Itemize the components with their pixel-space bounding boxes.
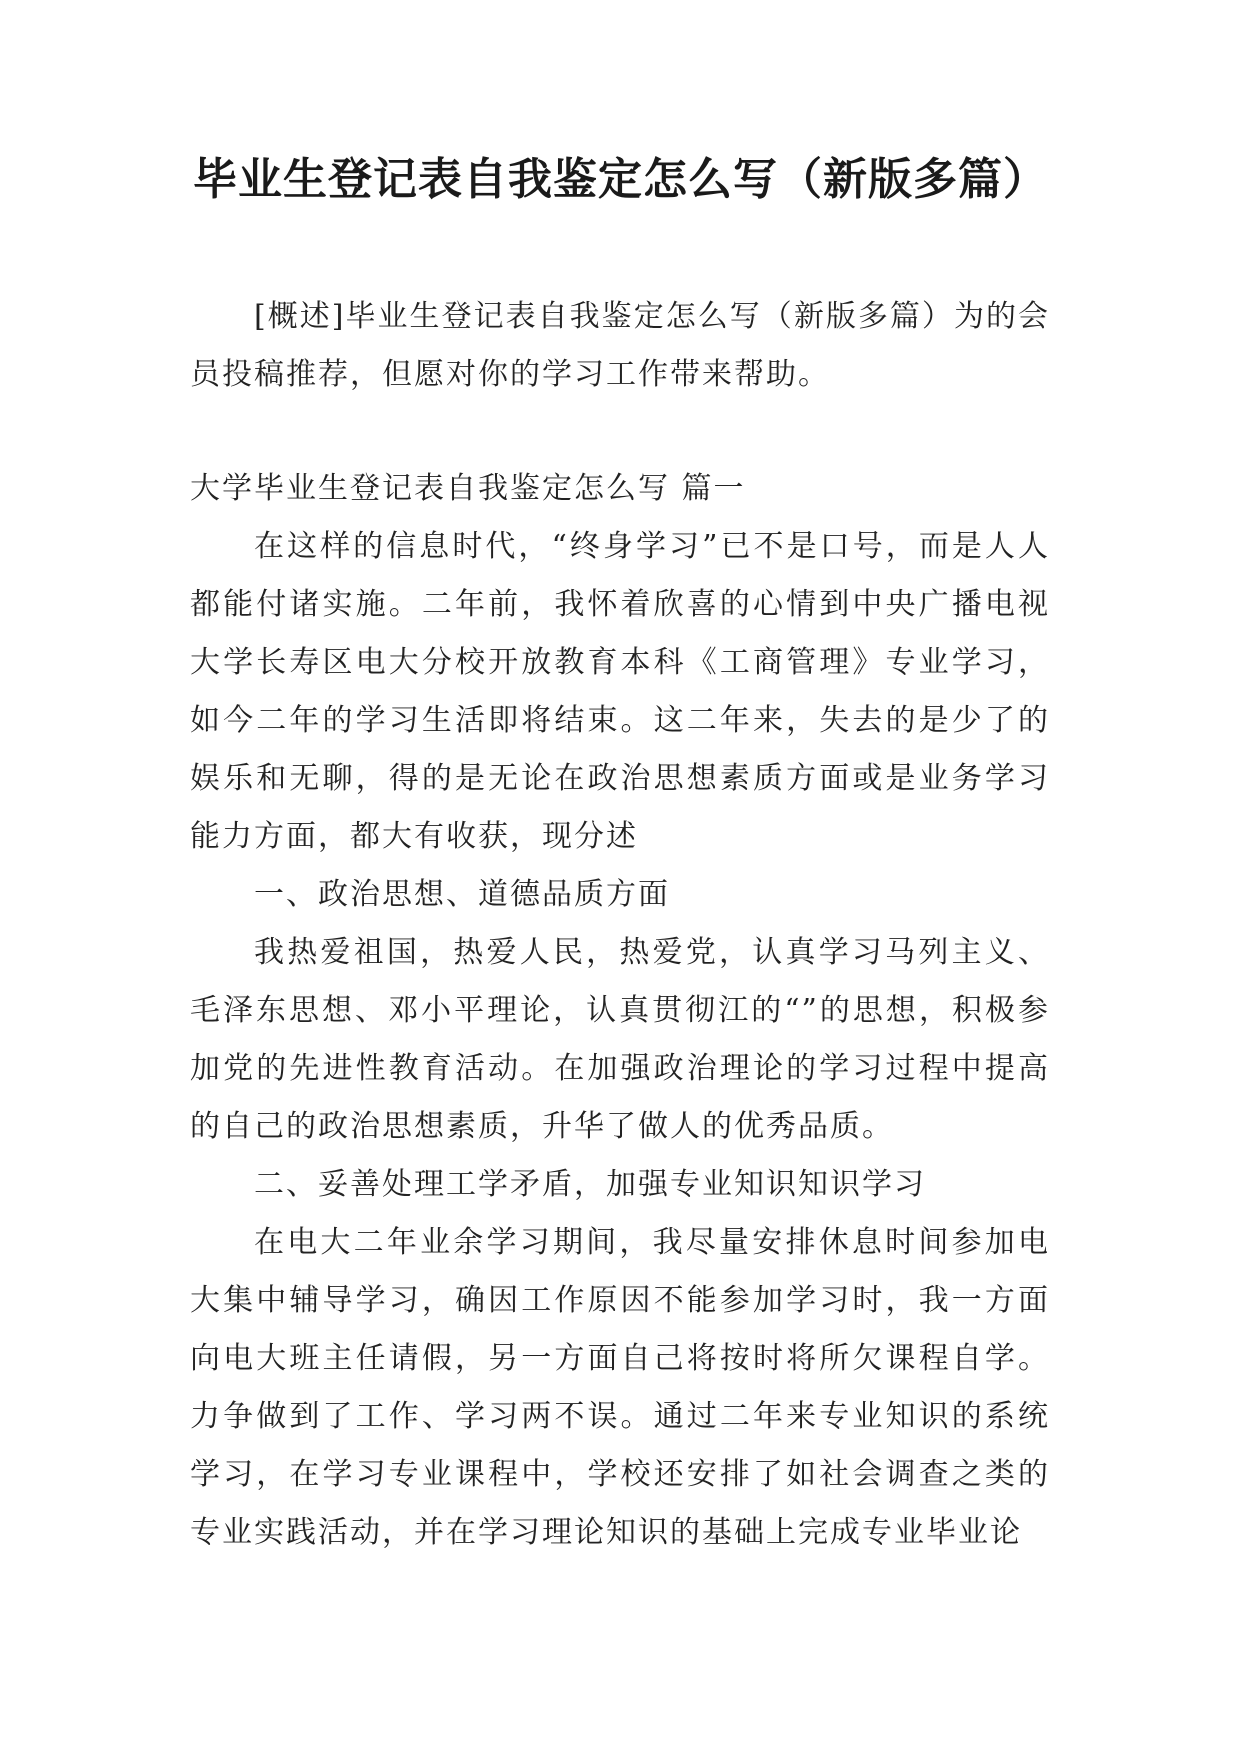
subheading-politics: 一、政治思想、道德品质方面	[254, 877, 670, 912]
paragraph-politics: 我热爱祖国，热爱人民，热爱党，认真学习马列主义、毛泽东思想、邓小平理论，认真贯彻江的“”的思想，积极参加党的先进性教育活动。在加强政治理论的学习过程中提高的自己的政治思想素质，升华了做人的优秀品质。	[190, 935, 1050, 1144]
paragraph-intro: 在这样的信息时代，“终身学习”已不是口号，而是人人都能付诸实施。二年前，我怀着欣喜的心情到中央广播电视大学长寿区电大分校开放教育本科《工商管理》专业学习，如今二年的学习生活即将结束。这二年来，失去的是少了的娱乐和无聊，得的是无论在政治思想素质方面或是业务学习能力方面，都大有收获，现分述	[190, 529, 1050, 854]
article-body	[190, 460, 1050, 1562]
summary-block	[190, 288, 1050, 404]
summary-paragraph: [概述]毕业生登记表自我鉴定怎么写（新版多篇）为的会员投稿推荐，但愿对你的学习工作带来帮助。	[190, 299, 1050, 392]
subheading-study: 二、妥善处理工学矛盾，加强专业知识知识学习	[254, 1167, 926, 1202]
document-title: 毕业生登记表自我鉴定怎么写（新版多篇）	[193, 154, 1048, 205]
paragraph-study: 在电大二年业余学习期间，我尽量安排休息时间参加电大集中辅导学习，确因工作原因不能参加学习时，我一方面向电大班主任请假，另一方面自己将按时将所欠课程自学。力争做到了工作、学习两不误。通过二年来专业知识的系统学习，在学习专业课程中，学校还安排了如社会调查之类的专业实践活动，并在学习理论知识的基础上完成专业毕业论	[190, 1225, 1050, 1550]
section-heading: 大学毕业生登记表自我鉴定怎么写 篇一	[190, 471, 746, 506]
